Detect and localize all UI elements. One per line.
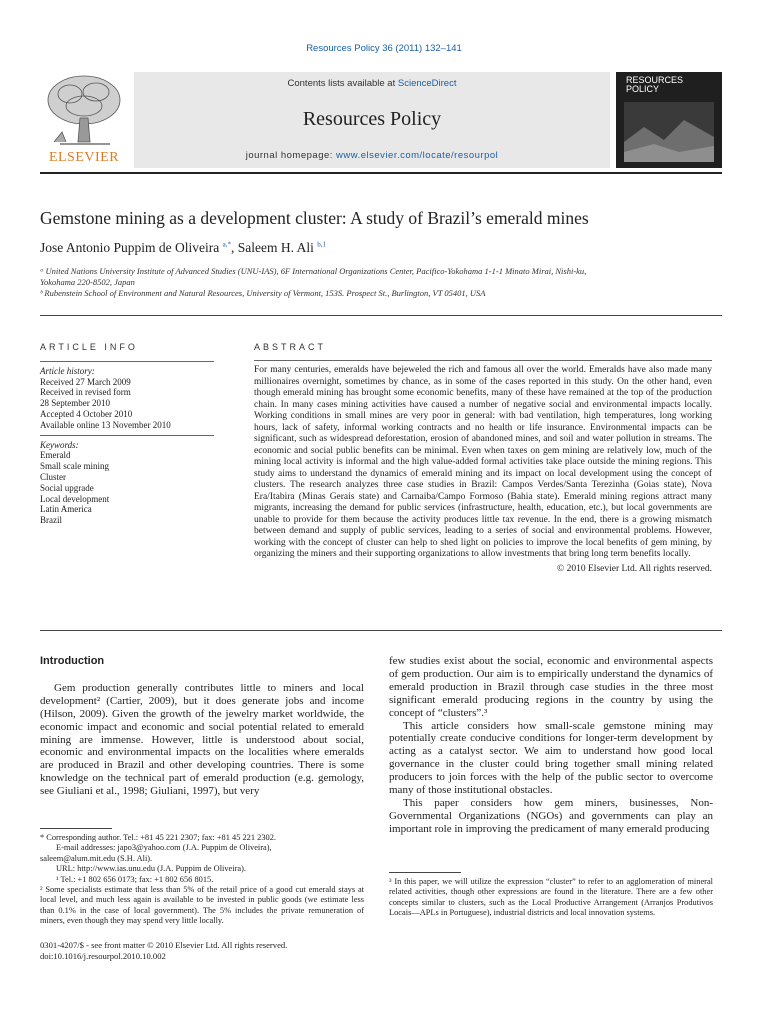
homepage-prefix: journal homepage: bbox=[245, 150, 337, 161]
author-1-affil[interactable]: a,* bbox=[222, 240, 231, 249]
homepage-link[interactable]: www.elsevier.com/locate/resourpol bbox=[336, 150, 499, 161]
footnote-rule bbox=[40, 828, 112, 829]
body-column-right bbox=[389, 655, 713, 836]
cover-photo-icon bbox=[624, 102, 714, 162]
elsevier-wordmark: ELSEVIER bbox=[48, 150, 120, 165]
homepage-line bbox=[134, 150, 610, 161]
cover-title bbox=[626, 76, 683, 94]
body-column-left bbox=[40, 655, 364, 798]
article-info-heading: ARTICLE INFO bbox=[40, 342, 138, 352]
abstract-section bbox=[254, 342, 712, 574]
footnotes-left bbox=[40, 828, 364, 927]
keyword: Small scale mining bbox=[40, 461, 109, 472]
history-item: 28 September 2010 bbox=[40, 398, 110, 409]
journal-name: Resources Policy bbox=[302, 108, 442, 130]
footnote-rule bbox=[389, 872, 461, 873]
contents-prefix: Contents lists available at bbox=[287, 78, 398, 89]
abstract-heading: ABSTRACT bbox=[254, 342, 327, 352]
body-paragraph: This paper considers how gem miners, businesses, Non-Governmental Organizations (NGOs) and governments can play an important role in improving the predicament of many emerald producing bbox=[389, 796, 713, 835]
author-2-affil[interactable]: b,1 bbox=[317, 240, 326, 249]
footnote-url[interactable]: URL: http://www.ias.unu.edu (J.A. Puppim de Oliveira). bbox=[56, 864, 246, 874]
doi-line[interactable]: doi:10.1016/j.resourpol.2010.10.002 bbox=[40, 951, 166, 961]
header-rule bbox=[40, 172, 722, 174]
bottom-metadata bbox=[40, 940, 364, 962]
affiliation-b: ᵇ Rubenstein School of Environment and Natural Resources, University of Vermont, 153S. Prospect St., Burlington, VT 05401, USA bbox=[40, 288, 486, 298]
cover-title-line1: RESOURCES bbox=[626, 75, 684, 85]
keywords-label: Keywords: bbox=[40, 439, 79, 450]
footnote-2: ² Some specialists estimate that less than 5% of the retail price of a good cut emerald stays at local level, and much less again is available to be invested in public goods (we estimate less than 0.1% in the case of local government). The 5% includes the private remuneration of miners, even though they may spend very little locally. bbox=[40, 885, 364, 926]
author-line bbox=[40, 240, 326, 256]
contents-line bbox=[134, 78, 610, 89]
affiliation-a: ᵃ United Nations University Institute of Advanced Studies (UNU-IAS), 6F International Organizations Center, Pacifico-Yokohama 1-1-1 Minato Mirai, Nishi-ku, bbox=[40, 266, 587, 276]
elsevier-tree-logo bbox=[40, 72, 128, 168]
keyword: Brazil bbox=[40, 515, 62, 526]
keyword: Latin America bbox=[40, 504, 92, 515]
footnote-3: ³ In this paper, we will utilize the expression “cluster” to refer to an agglomeration of mineral related activities, though other expressions are found in the literature. There are a few other concepts similar to clusters, such as the Local Productive Arrangement (Arranjos Produtivos Locais—APLs in Portuguese), industrial districts and local innovation systems. bbox=[389, 877, 713, 918]
footnote-email-2[interactable]: saleem@alum.mit.edu (S.H. Ali). bbox=[40, 853, 153, 863]
history-item: Received 27 March 2009 bbox=[40, 376, 131, 387]
author-2: Saleem H. Ali bbox=[237, 240, 314, 255]
keywords-rule bbox=[40, 435, 214, 436]
section-rule bbox=[40, 315, 722, 316]
body-paragraph: Gem production generally contributes little to miners and local development² (Cartier, 2009), but it does generate jobs and income (Hilson, 2009). Given the growth of the jewelry market worldwide, the economic impact and economic and social potential related to emerald mining are immense. However, little is understood about social, economic and environmental impacts on the localities where emeralds are produced in Brazil and other developing countries. There is some knowledge on the technical part of emerald production (e.g. gemology, see Giuliani et al., 1998; Giuliani, 1997), but very bbox=[40, 681, 364, 798]
journal-banner bbox=[40, 72, 722, 168]
body-paragraph: This article considers how small-scale gemstone mining may potentially create conducive conditions for longer-term development by acting as a catalyst sector. We aim to understand how good local governance in the cluster could bring together small mining related producers to join forces with the help of the public sector to overcome many of those institutional obstacles. bbox=[389, 719, 713, 797]
affiliations bbox=[40, 266, 730, 299]
abstract-end-rule bbox=[40, 630, 722, 631]
history-item: Accepted 4 October 2010 bbox=[40, 408, 133, 419]
footnote-1: ¹ Tel.: +1 802 656 0173; fax: +1 802 656 8015. bbox=[56, 874, 214, 884]
body-paragraph: few studies exist about the social, economic and environmental aspects of gem production. Our aim is to empirically understand the dynamics of emerald production in Brazil through case studies in the three most significant emerald producing regions in the country by using the concept of “clusters”.³ bbox=[389, 655, 713, 719]
article-title: Gemstone mining as a development cluster: A study of Brazil’s emerald mines bbox=[40, 208, 589, 228]
keyword: Social upgrade bbox=[40, 482, 94, 493]
cover-title-line2: POLICY bbox=[626, 84, 660, 94]
article-info-rule bbox=[40, 361, 214, 362]
journal-citation[interactable]: Resources Policy 36 (2011) 132–141 bbox=[306, 43, 462, 54]
author-1: Jose Antonio Puppim de Oliveira bbox=[40, 240, 220, 255]
intro-heading: Introduction bbox=[40, 655, 105, 667]
abstract-rule bbox=[254, 360, 712, 361]
history-item: Available online 13 November 2010 bbox=[40, 419, 171, 430]
issn-line: 0301-4207/$ - see front matter © 2010 Elsevier Ltd. All rights reserved. bbox=[40, 940, 288, 950]
keyword: Local development bbox=[40, 493, 110, 504]
article-info bbox=[40, 342, 214, 526]
footnote-corresponding: * Corresponding author. Tel.: +81 45 221 2307; fax: +81 45 221 2302. bbox=[40, 833, 276, 842]
banner-center bbox=[134, 72, 610, 168]
footnotes-right bbox=[389, 872, 713, 919]
history-item: Received in revised form bbox=[40, 387, 131, 398]
journal-cover-image bbox=[616, 72, 722, 168]
author-sep: , bbox=[230, 240, 238, 255]
history-label: Article history: bbox=[40, 365, 95, 376]
affiliation-a-cont: Yokohama 220-8502, Japan bbox=[40, 277, 135, 287]
abstract-text: For many centuries, emeralds have bejeweled the rich and famous all over the world. Emeralds have also made many millionaires overnight, sometimes by chance, as in some of the cases reported in this study. On the other hand, even though emerald mining has brought some economic benefits, many of these have remained at the top of the production chain. In many cases mining activities have caused a number of negative social and environmental impacts locally. Working conditions in small mines are very poor in general: with bad ventilation, high temperatures, long working hours, lack of safety, informal working contracts and no health or life insurance. Environmental impacts can be significant, such as widespread deforestation, erosion of abandoned mines, and soil and water pollution in streams. The economic and social public benefits can be minimal. Even when taxes on gem mining are relatively low, much of the mining local activity is informal and the high value-added formal activities take place outside the mining regions. This study aims to understand the dynamics of emerald mining and its impact on local development using the concept of clusters. The research analyzes three case studies in Brazil: Campos Verdes/Santa Terezinha (Goias state), Nova Era/Itabira (Minas Gerais state) and Carnaiba/Campo Formoso (Bahia state). Emerald mining regions attract many migrants, increasing the demand for public services (infrastructure, health, education, etc.), but local governments are unable to provide for them because the activity produces little tax revenue. In the end, there is a growing mismatch between demand and supply of public services, leading to a series of social and environmental problems. However, working with the concept of cluster can help to shed light on policies to improve the local benefits of gem mining, by organizing the miners and their supporting organizations to allow investments that bring long term benefits locally. bbox=[254, 365, 712, 559]
copyright: © 2010 Elsevier Ltd. All rights reserved. bbox=[557, 563, 712, 574]
sciencedirect-link[interactable]: ScienceDirect bbox=[397, 78, 457, 89]
footnote-email[interactable]: E-mail addresses: japo3@yahoo.com (J.A. Puppim de Oliveira), bbox=[56, 843, 272, 853]
keyword: Emerald bbox=[40, 450, 71, 461]
keyword: Cluster bbox=[40, 471, 66, 482]
